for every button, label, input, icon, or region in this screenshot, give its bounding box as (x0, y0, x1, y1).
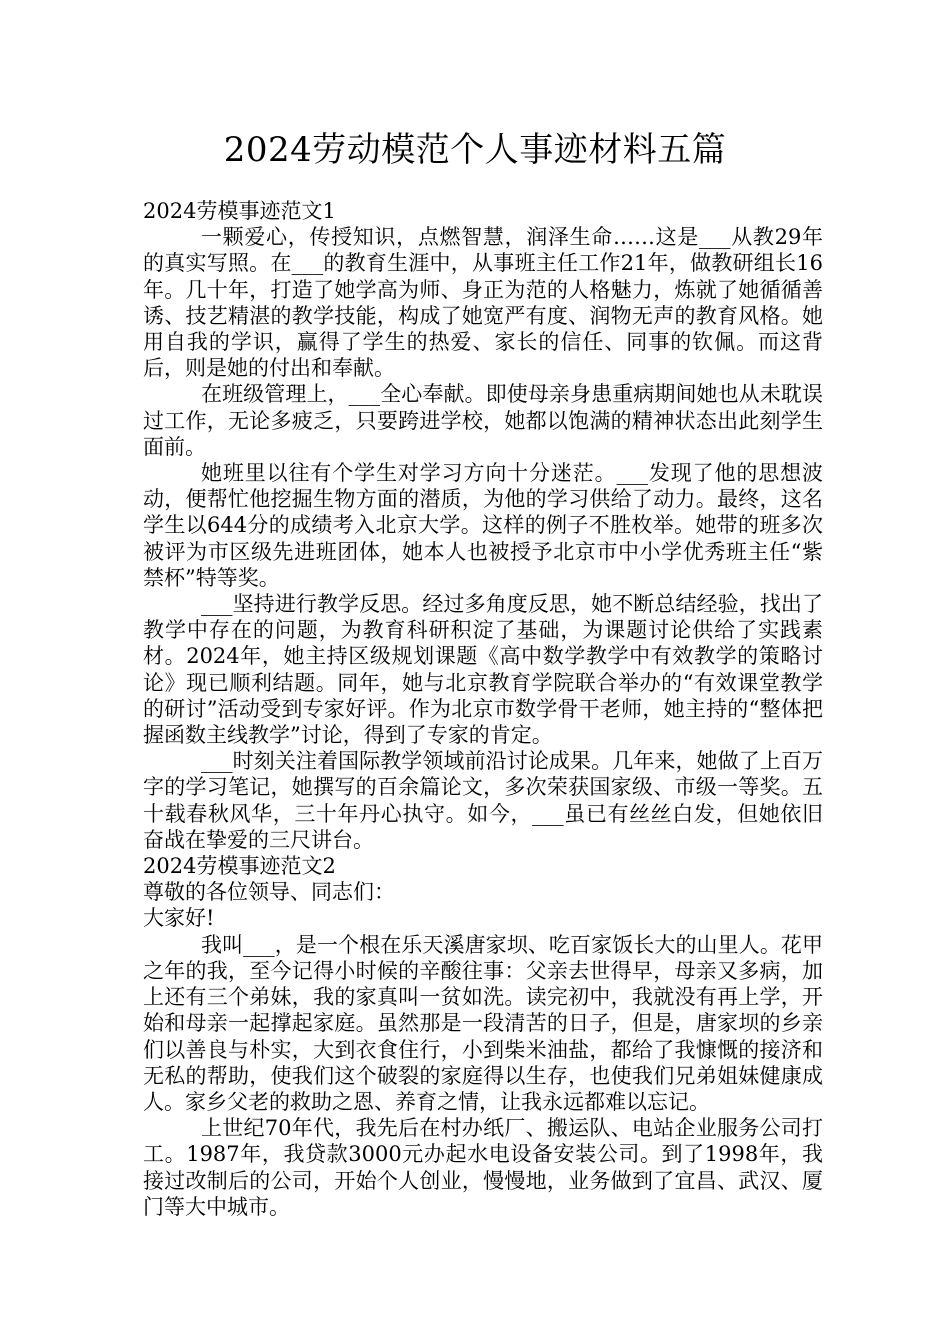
paragraph: 上世纪70年代，我先后在村办纸厂、搬运队、电站企业服务公司打工。1987年，我贷款3000元办起水电设备安装公司。到了1998年，我接过改制后的公司，开始个人创业，慢慢地，业务做到了宜昌、武汉、厦门等大中城市。 (143, 1116, 823, 1219)
greeting: 大家好! (143, 906, 215, 931)
paragraph: 我叫___，是一个根在乐天溪唐家坝、吃百家饭长大的山里人。花甲之年的我，至今记得小时候的辛酸往事：父亲去世得早，母亲又多病，加上还有三个弟妹，我的家真叫一贫如洗。读完初中，我就没有再上学，开始和母亲一起撑起家庭。虽然那是一段清苦的日子，但是，唐家坝的乡亲们以善良与朴实，大到衣食住行，小到柴米油盐，都给了我慷慨的接济和无私的帮助，使我们这个破裂的家庭得以生存，也使我们兄弟姐妹健康成人。家乡父老的救助之恩、养育之情，让我永远都难以忘记。 (143, 932, 823, 1114)
paragraph: 一颗爱心，传授知识，点燃智慧，润泽生命……这是___从教29年的真实写照。在___的教育生涯中，从事班主任工作21年，做教研组长16年。几十年，打造了她学高为师、身正为范的人格魅力，炼就了她循循善诱、技艺精湛的教学技能，构成了她宽严有度、润物无声的教育风格。她用自我的学识，赢得了学生的热爱、家长的信任、同事的钦佩。而这背后，则是她的付出和奉献。 (143, 225, 823, 381)
section-heading-2: 2024劳模事迹范文2 (143, 854, 336, 879)
paragraph: 她班里以往有个学生对学习方向十分迷茫。___发现了他的思想波动，便帮忙他挖掘生物方面的潜质，为他的学习供给了动力。最终，这名学生以644分的成绩考入北京大学。这样的例子不胜枚举。她带的班多次被评为市区级先进班团体，她本人也被授予北京市中小学优秀班主任“紫禁杯”特等奖。 (143, 461, 823, 590)
paragraph: 在班级管理上，___全心奉献。即使母亲身患重病期间她也从未耽误过工作，无论多疲乏，只要跨进学校，她都以饱满的精神状态出此刻学生面前。 (143, 382, 823, 459)
paragraph: ___时刻关注着国际教学领域前沿讨论成果。几年来，她做了上百万字的学习笔记，她撰写的百余篇论文，多次荣获国家级、市级一等奖。五十载春秋风华，三十年丹心执守。如今，___虽已有丝丝白发，但她依旧奋战在挚爱的三尺讲台。 (143, 749, 823, 852)
document-body (143, 198, 823, 1220)
salutation: 尊敬的各位领导、同志们： (143, 880, 395, 905)
paragraph: ___坚持进行教学反思。经过多角度反思，她不断总结经验，找出了教学中存在的问题，为教育科研积淀了基础，为课题讨论供给了实践素材。2024年，她主持区级规划课题《高中数学教学中有效教学的策略讨论》现已顺利结题。同年，她与北京教育学院联合举办的“有效课堂教学的研讨”活动受到专家好评。作为北京市数学骨干老师，她主持的“整体把握函数主线教学”讨论，得到了专家的肯定。 (143, 592, 823, 748)
section-heading-1: 2024劳模事迹范文1 (143, 199, 336, 223)
document-title: 2024劳动模范个人事迹材料五篇 (223, 130, 727, 170)
